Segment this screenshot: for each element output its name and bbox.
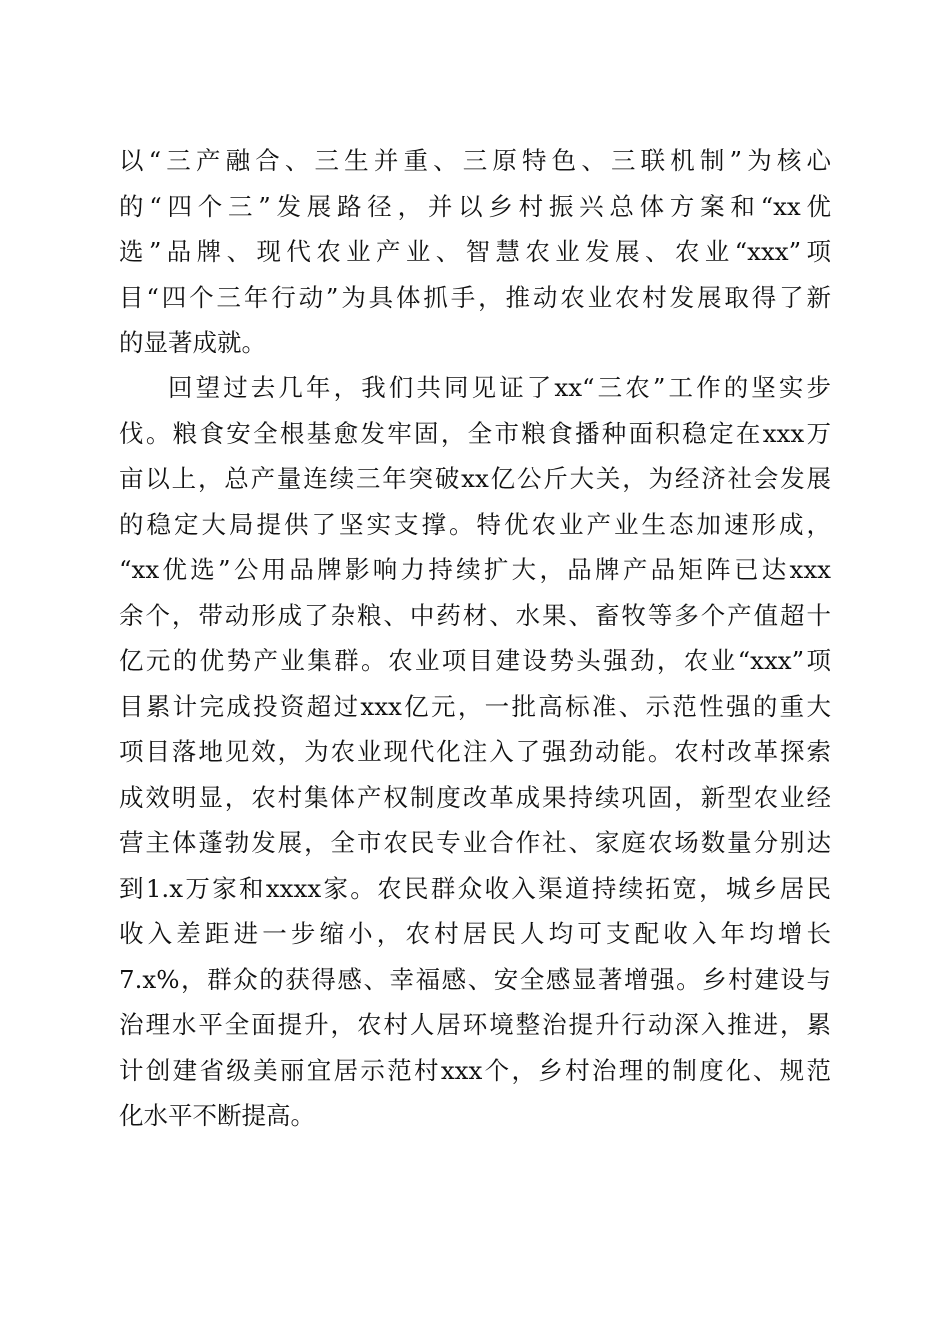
paragraph-2	[119, 365, 831, 1139]
paragraph-2-line: 伐。粮食安全根基愈发牢固，全市粮食播种面积稳定在xxx万	[119, 418, 831, 448]
paragraph-2-line: 收入差距进一步缩小，农村居民人均可支配收入年均增长	[119, 919, 831, 948]
paragraph-2-line: 7.x%，群众的获得感、幸福感、安全感显著增强。乡村建设与	[119, 964, 831, 994]
paragraph-1-line: 目“四个三年行动”为具体抓手，推动农业农村发展取得了新	[119, 282, 831, 312]
paragraph-2-line: 余个，带动形成了杂粮、中药材、水果、畜牧等多个产值超十	[119, 600, 831, 630]
paragraph-2-line: 的稳定大局提供了坚实支撑。特优农业产业生态加速形成，	[119, 509, 831, 539]
paragraph-2-line: 亿元的优势产业集群。农业项目建设势头强劲，农业“xxx”项	[119, 646, 831, 675]
paragraph-1-line: 的显著成就。	[119, 328, 266, 357]
paragraph-2-line: 目累计完成投资超过xxx亿元，一批高标准、示范性强的重大	[119, 691, 831, 721]
paragraph-2-line: “xx优选”公用品牌影响力持续扩大，品牌产品矩阵已达xxx	[119, 555, 831, 584]
paragraph-1-line: 选”品牌、现代农业产业、智慧农业发展、农业“xxx”项	[119, 237, 831, 266]
paragraph-2-line: 治理水平全面提升，农村人居环境整治提升行动深入推进，累	[119, 1010, 831, 1039]
paragraph-1-line: 的“四个三”发展路径，并以乡村振兴总体方案和“xx优	[119, 191, 831, 221]
paragraph-2-line: 计创建省级美丽宜居示范村xxx个，乡村治理的制度化、规范	[119, 1055, 831, 1085]
paragraph-2-line: 营主体蓬勃发展，全市农民专业合作社、家庭农场数量分别达	[119, 828, 831, 857]
paragraph-1-line: 以“三产融合、三生并重、三原特色、三联机制”为核心	[119, 146, 831, 175]
paragraph-2-line: 项目落地见效，为农业现代化注入了强劲动能。农村改革探索	[119, 737, 831, 766]
paragraph-1	[119, 138, 831, 366]
paragraph-2-line: 成效明显，农村集体产权制度改革成果持续巩固，新型农业经	[119, 782, 831, 812]
paragraph-2-line: 到1.x万家和xxxx家。农民群众收入渠道持续拓宽，城乡居民	[119, 873, 831, 903]
paragraph-2-line: 回望过去几年，我们共同见证了xx“三农”工作的坚实步	[168, 373, 831, 402]
paragraph-2-line: 化水平不断提高。	[119, 1101, 315, 1130]
paragraph-2-line: 亩以上，总产量连续三年突破xx亿公斤大关，为经济社会发展	[119, 464, 831, 493]
